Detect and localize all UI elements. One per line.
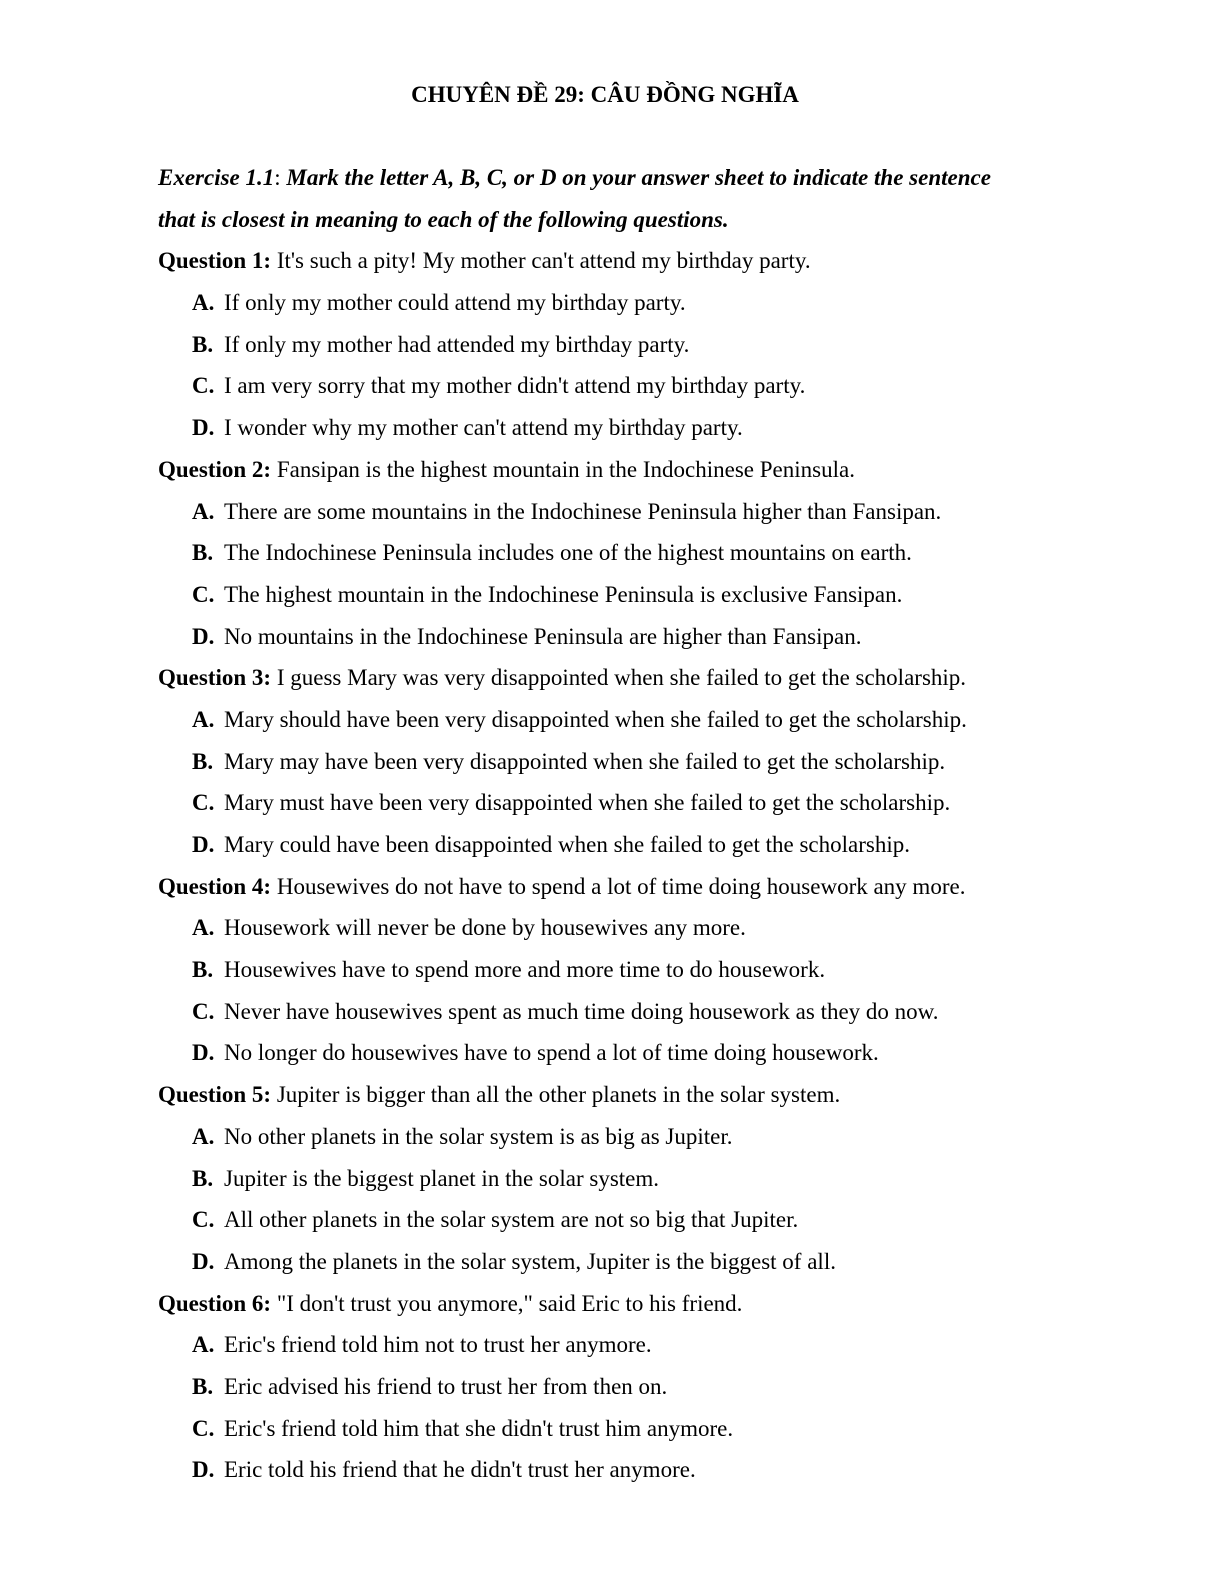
answer-option-a	[158, 282, 1058, 324]
answer-option-d	[158, 1449, 1058, 1491]
option-text: Never have housewives spent as much time doing housework as they do now.	[224, 998, 939, 1024]
exercise-instruction-line-2: that is closest in meaning to each of the following questions.	[158, 206, 729, 232]
answer-option-a	[158, 1116, 1058, 1158]
answer-option-b	[158, 949, 1058, 991]
question-text: I guess Mary was very disappointed when she failed to get the scholarship.	[271, 665, 967, 691]
exercise-instruction-line-1	[158, 157, 1058, 199]
answer-option-c	[158, 1199, 1058, 1241]
option-text: Housework will never be done by housewives any more.	[224, 915, 746, 941]
answer-option-d	[158, 1241, 1058, 1283]
option-letter: D.	[192, 1248, 215, 1274]
option-letter: A.	[192, 706, 215, 732]
answer-option-b	[158, 1158, 1058, 1200]
option-text: Mary should have been very disappointed when she failed to get the scholarship.	[224, 706, 967, 732]
option-letter: C.	[192, 581, 215, 607]
question-text: It's such a pity! My mother can't attend my birthday party.	[271, 248, 811, 274]
option-text: If only my mother had attended my birthday party.	[224, 331, 690, 357]
document-body	[158, 157, 1058, 1491]
answer-option-d	[158, 407, 1058, 449]
question-4	[158, 866, 1058, 908]
answer-option-b	[158, 324, 1058, 366]
answer-option-c	[158, 574, 1058, 616]
question-5	[158, 1074, 1058, 1116]
option-text: Among the planets in the solar system, Jupiter is the biggest of all.	[224, 1248, 836, 1274]
option-letter: C.	[192, 998, 215, 1024]
option-letter: D.	[192, 415, 215, 441]
answer-option-b	[158, 532, 1058, 574]
option-letter: A.	[192, 915, 215, 941]
question-label: Question 6:	[158, 1290, 272, 1316]
option-text: No longer do housewives have to spend a lot of time doing housework.	[224, 1040, 879, 1066]
question-label: Question 3:	[158, 665, 272, 691]
option-text: Eric's friend told him not to trust her anymore.	[224, 1332, 652, 1358]
question-text: Housewives do not have to spend a lot of time doing housework any more.	[271, 873, 966, 899]
option-letter: B.	[192, 540, 214, 566]
option-text: The highest mountain in the Indochinese Peninsula is exclusive Fansipan.	[224, 581, 903, 607]
option-text: Eric told his friend that he didn't trust her anymore.	[224, 1457, 696, 1483]
option-text: There are some mountains in the Indochinese Peninsula higher than Fansipan.	[224, 498, 942, 524]
option-letter: D.	[192, 832, 215, 857]
answer-option-d	[158, 1032, 1058, 1074]
page-title: CHUYÊN ĐỀ 29: CÂU ĐỒNG NGHĨA	[411, 82, 799, 107]
exercise-instruction-text: Mark the letter A, B, C, or D on your answer sheet to indicate the sentence	[286, 165, 991, 190]
option-letter: C.	[192, 373, 215, 399]
question-label: Question 2:	[158, 456, 272, 482]
answer-option-c	[158, 1408, 1058, 1450]
option-text: No mountains in the Indochinese Peninsula are higher than Fansipan.	[224, 623, 862, 649]
option-letter: C.	[192, 790, 215, 816]
option-letter: C.	[192, 1207, 215, 1233]
option-letter: B.	[192, 1165, 214, 1191]
option-letter: B.	[192, 1373, 214, 1399]
option-text: Mary could have been disappointed when she failed to get the scholarship.	[224, 832, 910, 857]
question-label: Question 5:	[158, 1082, 272, 1108]
question-2	[158, 449, 1058, 491]
question-text: "I don't trust you anymore," said Eric to his friend.	[271, 1290, 743, 1316]
question-list	[158, 240, 1058, 1491]
question-6	[158, 1283, 1058, 1325]
answer-option-d	[158, 824, 1058, 866]
answer-option-b	[158, 1366, 1058, 1408]
option-letter: D.	[192, 1040, 215, 1066]
question-1	[158, 240, 1058, 282]
option-letter: A.	[192, 1332, 215, 1358]
question-3	[158, 657, 1058, 699]
option-text: The Indochinese Peninsula includes one of the highest mountains on earth.	[224, 540, 912, 566]
option-letter: C.	[192, 1415, 215, 1441]
option-letter: B.	[192, 957, 214, 983]
option-text: No other planets in the solar system is as big as Jupiter.	[224, 1123, 733, 1149]
question-text: Fansipan is the highest mountain in the Indochinese Peninsula.	[271, 456, 855, 482]
option-text: Mary may have been very disappointed when she failed to get the scholarship.	[224, 748, 946, 774]
option-text: Jupiter is the biggest planet in the solar system.	[224, 1165, 660, 1191]
answer-option-a	[158, 491, 1058, 533]
option-letter: D.	[192, 1457, 215, 1483]
answer-option-d	[158, 616, 1058, 658]
option-text: Eric advised his friend to trust her from then on.	[224, 1373, 668, 1399]
answer-option-c	[158, 782, 1058, 824]
option-text: Eric's friend told him that she didn't trust him anymore.	[224, 1415, 734, 1441]
option-letter: A.	[192, 1123, 215, 1149]
option-text: I am very sorry that my mother didn't attend my birthday party.	[224, 373, 806, 399]
option-text: If only my mother could attend my birthday party.	[224, 290, 686, 316]
answer-option-a	[158, 907, 1058, 949]
option-text: Mary must have been very disappointed when she failed to get the scholarship.	[224, 790, 951, 816]
question-text: Jupiter is bigger than all the other planets in the solar system.	[271, 1082, 841, 1108]
exercise-label: Exercise 1.1	[158, 165, 275, 190]
option-letter: D.	[192, 623, 215, 649]
answer-option-c	[158, 991, 1058, 1033]
option-letter: A.	[192, 498, 215, 524]
option-letter: B.	[192, 748, 214, 774]
option-letter: A.	[192, 290, 215, 316]
option-letter: B.	[192, 331, 214, 357]
option-text: Housewives have to spend more and more time to do housework.	[224, 957, 826, 983]
answer-option-a	[158, 699, 1058, 741]
option-text: All other planets in the solar system are not so big that Jupiter.	[224, 1207, 799, 1233]
exercise-separator: :	[274, 165, 287, 190]
answer-option-c	[158, 365, 1058, 407]
answer-option-a	[158, 1324, 1058, 1366]
question-label: Question 4:	[158, 873, 272, 899]
question-label: Question 1:	[158, 248, 272, 274]
option-text: I wonder why my mother can't attend my birthday party.	[224, 415, 743, 441]
answer-option-b	[158, 741, 1058, 783]
